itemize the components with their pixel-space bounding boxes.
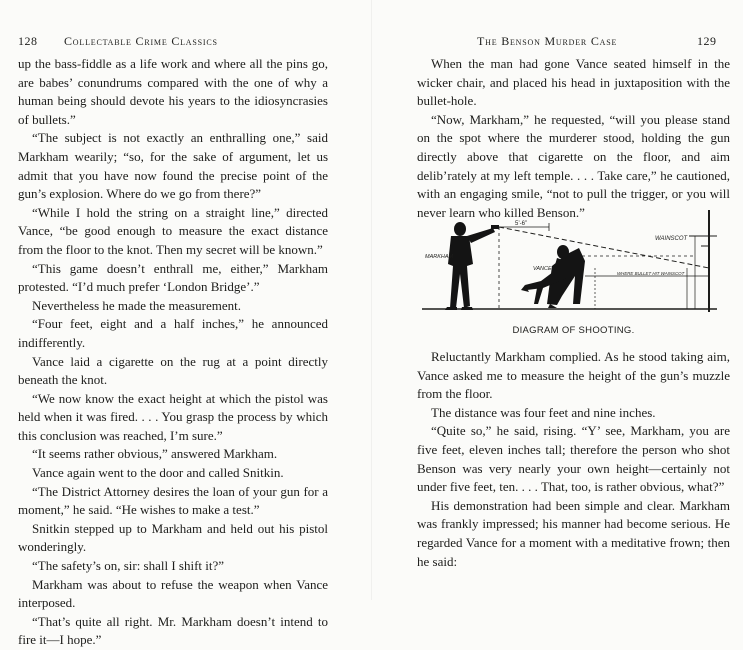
paragraph: “The District Attorney desires the loan of your gun for a moment,” he said. “He wishes to make a test.”	[18, 483, 328, 518]
paragraph: “Four feet, eight and a half inches,” he announced indifferently.	[18, 316, 328, 350]
paragraph: Nevertheless he made the measurement.	[32, 297, 241, 313]
paragraph: “This game doesn’t enthrall me, either,” Markham protested. “I’d much prefer ‘London Bridge’.”	[18, 260, 328, 295]
left-page-text	[18, 55, 328, 650]
paragraph: Reluctantly Markham complied. As he stood taking aim, Vance asked me to measure the height of the gun’s muzzle from the floor.	[417, 349, 730, 402]
paragraph: “We now know the exact height at which the pistol was held when it was fired. . . . You grasp the process by which this conclusion was reached, I’m sure.”	[18, 390, 328, 443]
paragraph: “That’s quite all right. Mr. Markham doesn’t intend to fire it—I hope.”	[18, 613, 328, 648]
paragraph: “It seems rather obvious,” answered Markham.	[32, 446, 278, 462]
paragraph: The distance was four feet and nine inches.	[431, 404, 656, 420]
right-page-number: 129	[697, 34, 717, 48]
paragraph: “The safety’s on, sir: shall I shift it?”	[32, 558, 225, 574]
left-running-head	[64, 34, 218, 49]
right-running-head	[477, 34, 617, 49]
paragraph: Snitkin stepped up to Markham and held out his pistol wonderingly.	[18, 520, 328, 555]
trajectory-line	[499, 227, 709, 268]
markham-label: MARKHAM	[425, 254, 454, 260]
paragraph: “While I hold the string on a straight line,” directed Vance, “be good enough to measure the exact distance from the floor to the knot. Then my secret will be known.”	[18, 204, 328, 257]
figure-caption: DIAGRAM OF SHOOTING.	[512, 325, 635, 336]
left-page-number: 128	[18, 34, 38, 48]
paragraph: Markham was about to refuse the weapon when Vance interposed.	[18, 576, 328, 611]
shooting-diagram	[417, 206, 730, 321]
right-page-text-bottom	[417, 348, 730, 571]
left-page	[0, 0, 372, 648]
right-page-text-top	[417, 55, 730, 222]
right-running-head-text: The Benson Murder Case	[477, 34, 618, 48]
bullet-hit-label: WHERE BULLET HIT WAINSCOT	[617, 271, 685, 276]
distance-label: 5’-6”	[515, 221, 528, 227]
paragraph: His demonstration had been simple and clear. Markham was frankly impressed; his manner had become serious. He regarded Vance for a moment with a meditative frown; then he said:	[417, 497, 730, 569]
right-page	[372, 0, 743, 600]
left-running-head-text: Collectable Crime Classics	[64, 34, 218, 48]
vance-silhouette	[521, 245, 585, 308]
vance-label: VANCE	[533, 266, 552, 272]
paragraph: “The subject is not exactly an enthralling one,” said Markham wearily; “so, for the sake of argument, let us admit that you have now found the precise point of the gun’s explosion. Where do we go from there?”	[18, 130, 328, 202]
paragraph: “Now, Markham,” he requested, “will you please stand on the spot where the murderer stood, holding the gun directly above that cigarette on the floor, and aim delib’rately at my left temple. . . . Take care,” he cautioned, with an engaging smile, “not to pull the trigger, or you will never learn who killed Benson.”	[417, 111, 730, 220]
shooting-diagram-figure	[417, 206, 730, 336]
paragraph: “Quite so,” he said, rising. “Y’ see, Markham, you are five feet, eleven inches tall; therefore the person who shot Benson was very nearly your own height—certainly not under five feet, ten. . . . That, too, is rather obvious, what?”	[417, 423, 730, 495]
paragraph: Vance laid a cigarette on the rug at a point directly beneath the knot.	[18, 353, 328, 388]
paragraph: When the man had gone Vance seated himself in the wicker chair, and placed his head in juxtaposition with the bullet-hole.	[417, 56, 730, 109]
markham-silhouette	[445, 222, 499, 310]
wainscot-label: WAINSCOT	[655, 236, 688, 242]
paragraph: Vance again went to the door and called Snitkin.	[32, 465, 284, 481]
paragraph: up the bass-fiddle as a life work and where all the pins go, are babes’ conundrums compared with the one of why a human being should devote his years to the idiosyncrasies of bullets.”	[18, 56, 328, 127]
